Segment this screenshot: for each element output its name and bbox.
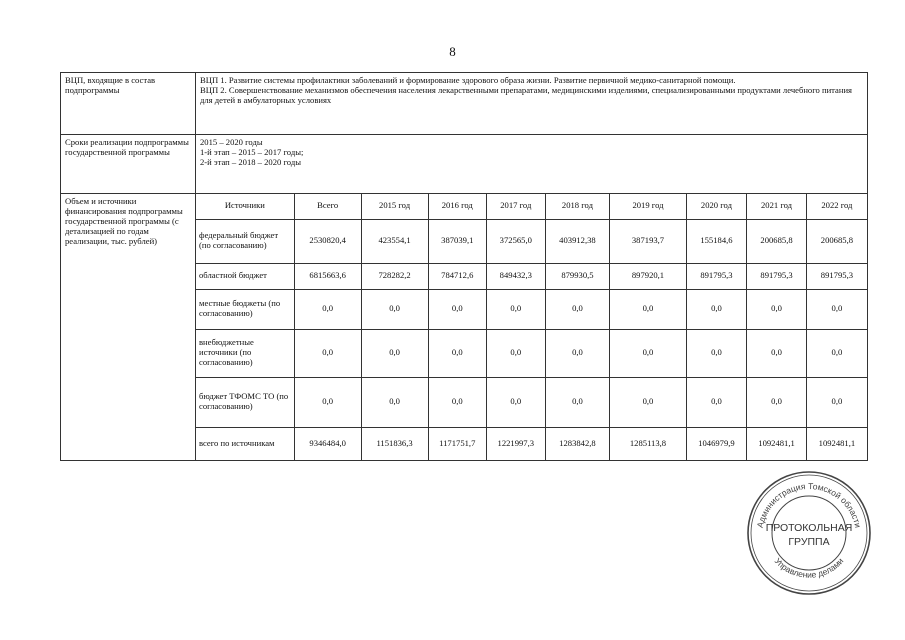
value-cell: 728282,2 xyxy=(361,263,428,289)
value-cell: 2530820,4 xyxy=(294,219,361,263)
page-number: 8 xyxy=(449,44,456,59)
value-cell: 0,0 xyxy=(610,329,686,377)
value-cell: 784712,6 xyxy=(428,263,487,289)
finance-row xyxy=(61,194,868,461)
terms-line-3: 2-й этап – 2018 – 2020 годы xyxy=(200,156,301,167)
value-cell: 0,0 xyxy=(806,289,867,329)
terms-row xyxy=(61,135,868,194)
value-cell: 372565,0 xyxy=(487,219,546,263)
finance-row-total xyxy=(196,427,867,460)
header-cell: 2020 год xyxy=(686,194,747,219)
value-cell: 0,0 xyxy=(686,289,747,329)
finance-row-local xyxy=(196,289,867,329)
stamp-graphic xyxy=(744,468,874,598)
source-cell: бюджет ТФОМС ТО (по согласованию) xyxy=(196,377,294,427)
value-cell: 897920,1 xyxy=(610,263,686,289)
header-cell: 2017 год xyxy=(487,194,546,219)
value-cell: 0,0 xyxy=(361,289,428,329)
header-cell: 2016 год xyxy=(428,194,487,219)
value-cell: 387039,1 xyxy=(428,219,487,263)
value-cell: 155184,6 xyxy=(686,219,747,263)
terms-line-1: 2015 – 2020 годы xyxy=(200,137,263,147)
value-cell: 891795,3 xyxy=(747,263,807,289)
value-cell: 200685,8 xyxy=(747,219,807,263)
value-cell: 0,0 xyxy=(294,377,361,427)
vcp-line-2: ВЦП 2. Совершенствование механизмов обеспечения населения лекарственными препаратами, медицинскими изделиями, специализированными продуктами лечебного питания для детей в амбулаторных условиях xyxy=(200,84,853,105)
stamp-outer-text: Администрация Томской области xyxy=(754,480,864,529)
value-cell: 0,0 xyxy=(487,329,546,377)
value-cell: 0,0 xyxy=(610,289,686,329)
finance-row-federal xyxy=(196,219,867,263)
header-cell: Источники xyxy=(196,194,294,219)
value-cell: 1285113,8 xyxy=(610,427,686,460)
value-cell: 1092481,1 xyxy=(806,427,867,460)
vcp-row xyxy=(61,73,868,135)
value-cell: 0,0 xyxy=(747,377,807,427)
value-cell: 0,0 xyxy=(428,289,487,329)
value-cell: 6815663,6 xyxy=(294,263,361,289)
finance-row-regional xyxy=(196,263,867,289)
value-cell: 387193,7 xyxy=(610,219,686,263)
value-cell: 200685,8 xyxy=(806,219,867,263)
header-cell: 2015 год xyxy=(361,194,428,219)
value-cell: 1151836,3 xyxy=(361,427,428,460)
value-cell: 423554,1 xyxy=(361,219,428,263)
value-cell: 0,0 xyxy=(294,289,361,329)
value-cell: 1092481,1 xyxy=(747,427,807,460)
vcp-line-1: ВЦП 1. Развитие системы профилактики заболеваний и формирование здорового образа жизни. Развитие первичной медико-санитарной помощи. xyxy=(200,75,736,85)
finance-label: Объем и источники финансирования подпрограммы государственной программы (с детализацией по годам реализации, тыс. рублей) xyxy=(61,194,196,461)
vcp-label: ВЦП, входящие в состав подпрограммы xyxy=(61,73,196,135)
value-cell: 0,0 xyxy=(428,377,487,427)
source-cell: местные бюджеты (по согласованию) xyxy=(196,289,294,329)
value-cell: 1046979,9 xyxy=(686,427,747,460)
stamp-inner-line-1: ПРОТОКОЛЬНАЯ xyxy=(765,522,853,534)
header-cell: 2022 год xyxy=(806,194,867,219)
value-cell: 891795,3 xyxy=(806,263,867,289)
source-cell: областной бюджет xyxy=(196,263,294,289)
finance-row-offbudget xyxy=(196,329,867,377)
stamp-inner-line-2: ГРУППА xyxy=(788,536,830,548)
value-cell: 879930,5 xyxy=(545,263,610,289)
finance-content xyxy=(196,194,868,461)
source-cell: всего по источникам xyxy=(196,427,294,460)
value-cell: 1221997,3 xyxy=(487,427,546,460)
value-cell: 1283842,8 xyxy=(545,427,610,460)
value-cell: 1171751,7 xyxy=(428,427,487,460)
value-cell: 0,0 xyxy=(294,329,361,377)
source-cell: федеральный бюджет (по согласованию) xyxy=(196,219,294,263)
header-cell: 2019 год xyxy=(610,194,686,219)
value-cell: 0,0 xyxy=(361,377,428,427)
header-cell: 2018 год xyxy=(545,194,610,219)
finance-header-row xyxy=(196,194,867,219)
header-cell: Всего xyxy=(294,194,361,219)
value-cell: 0,0 xyxy=(361,329,428,377)
value-cell: 0,0 xyxy=(806,329,867,377)
value-cell: 0,0 xyxy=(545,329,610,377)
value-cell: 0,0 xyxy=(747,329,807,377)
value-cell: 0,0 xyxy=(686,329,747,377)
finance-row-tfoms xyxy=(196,377,867,427)
terms-line-2: 1-й этап – 2015 – 2017 годы; xyxy=(200,146,304,157)
value-cell: 0,0 xyxy=(487,289,546,329)
source-cell: внебюджетные источники (по согласованию) xyxy=(196,329,294,377)
value-cell: 891795,3 xyxy=(686,263,747,289)
value-cell: 849432,3 xyxy=(487,263,546,289)
terms-label: Сроки реализации подпрограммы государственной программы xyxy=(61,135,196,194)
header-cell: 2021 год xyxy=(747,194,807,219)
stamp-bottom-text: Управление делами xyxy=(772,555,846,580)
official-stamp xyxy=(744,468,874,598)
value-cell: 403912,38 xyxy=(545,219,610,263)
value-cell: 0,0 xyxy=(545,289,610,329)
value-cell: 9346484,0 xyxy=(294,427,361,460)
terms-content xyxy=(196,135,868,194)
value-cell: 0,0 xyxy=(806,377,867,427)
value-cell: 0,0 xyxy=(487,377,546,427)
value-cell: 0,0 xyxy=(545,377,610,427)
value-cell: 0,0 xyxy=(747,289,807,329)
passport-table xyxy=(60,72,868,461)
value-cell: 0,0 xyxy=(428,329,487,377)
value-cell: 0,0 xyxy=(610,377,686,427)
vcp-content xyxy=(196,73,868,135)
finance-table xyxy=(196,194,867,460)
value-cell: 0,0 xyxy=(686,377,747,427)
